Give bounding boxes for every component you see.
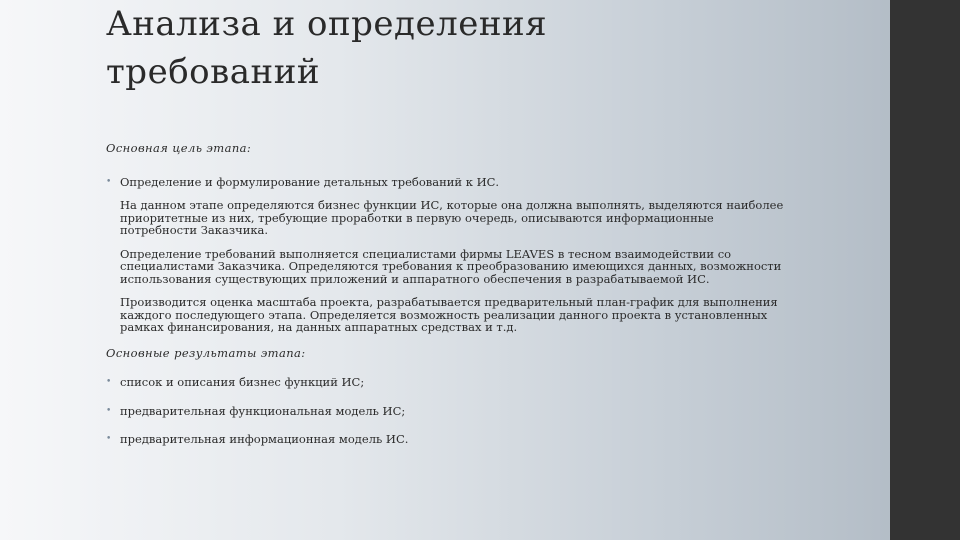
result-item-text: список и описания бизнес функций ИС; [120, 375, 365, 389]
goal-bullet [106, 176, 786, 189]
goal-paragraph: Производится оценка масштаба проекта, разрабатывается предварительный план-график для выполнения каждого последующего этапа. Определяется возможность реализации данного проекта в установленных рамках финансирования, на данных аппаратных средствах и т.д. [120, 295, 778, 334]
goal-paragraph: Определение требований выполняется специалистами фирмы LEAVES в тесном взаимодействии со специалистами Заказчика. Определяются требования к преобразованию имеющихся данных, возможности использования существующих приложений и аппаратного обеспечения в разрабатываемой ИС. [120, 246, 782, 286]
bullet-dot-icon: • [106, 377, 112, 387]
slide-title-line-2: требований [106, 52, 321, 92]
result-item [106, 376, 786, 389]
goal-label: Основная цель этапа: [106, 141, 252, 155]
slide-content [106, 142, 786, 446]
bullet-dot-icon: • [106, 405, 112, 416]
goal-bullet-text: Определение и формулирование детальных требований к ИС. [120, 174, 500, 189]
bullet-dot-icon: • [106, 176, 112, 187]
slide-title [106, 0, 806, 96]
result-item-text: предварительная функциональная модель ИС; [120, 403, 406, 418]
result-item [106, 433, 786, 446]
results-label: Основные результаты этапа: [106, 345, 306, 360]
result-item-text: предварительная информационная модель ИС. [120, 432, 409, 446]
bullet-dot-icon: • [106, 434, 112, 444]
goal-paragraph: На данном этапе определяются бизнес функции ИС, которые она должна выполнять, выделяются наиболее приоритетные из них, требующие проработки в первую очередь, описываются информационные потребности Заказчика. [120, 198, 784, 237]
slide-title-line-1: Анализа и определения [106, 4, 548, 44]
result-item [106, 405, 786, 418]
side-bar [890, 0, 960, 540]
